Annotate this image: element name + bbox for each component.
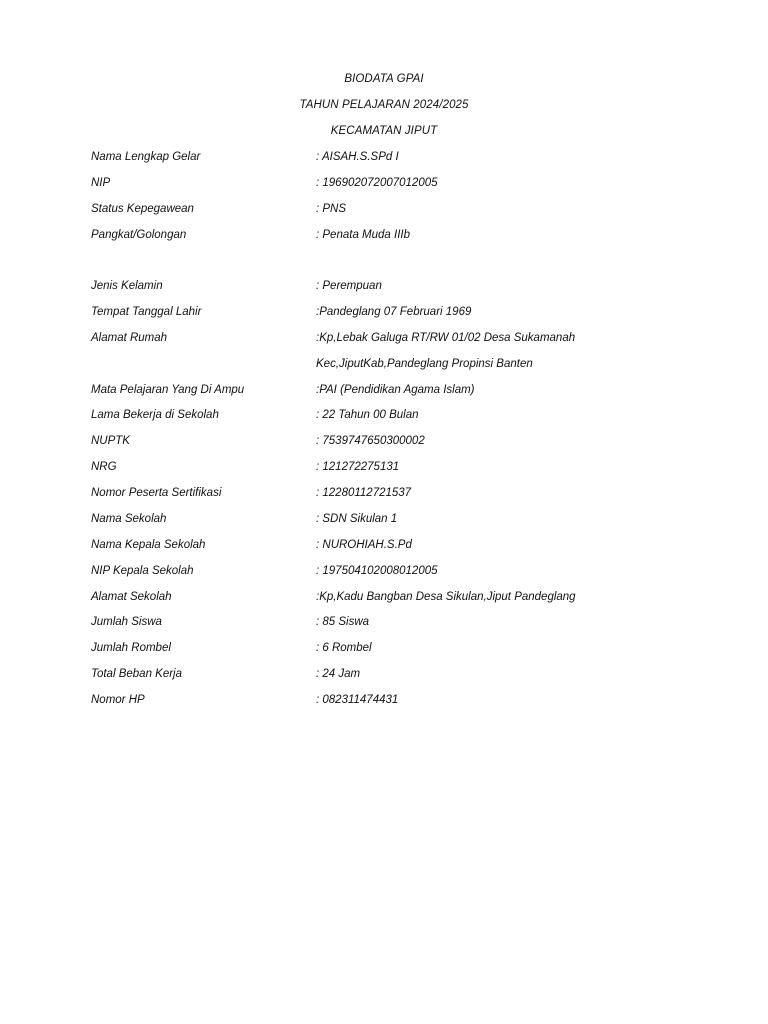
field-value: : 7539747650300002	[316, 435, 425, 447]
field-row-nip	[0, 177, 768, 197]
field-label: Nomor Peserta Sertifikasi	[91, 487, 222, 499]
field-row-jumlah-rombel	[0, 642, 768, 662]
field-label: Pangkat/Golongan	[91, 229, 187, 241]
field-label: Nomor HP	[91, 694, 145, 706]
field-label: NUPTK	[91, 435, 130, 447]
field-label: Jumlah Siswa	[91, 616, 162, 628]
field-row-nama-kepala-sekolah	[0, 539, 768, 559]
field-value: :PAI (Pendidikan Agama Islam)	[316, 384, 475, 396]
field-row-nama-lengkap	[0, 151, 768, 171]
field-label: NIP	[91, 177, 111, 189]
field-label: Status Kepegawean	[91, 203, 194, 215]
field-label: Alamat Sekolah	[91, 591, 172, 603]
field-row-tempat-tanggal-lahir	[0, 306, 768, 326]
field-label: Total Beban Kerja	[91, 668, 183, 680]
field-label: Nama Kepala Sekolah	[91, 539, 206, 551]
document-title: BIODATA GPAI	[344, 73, 424, 85]
field-value: : 22 Tahun 00 Bulan	[316, 409, 419, 421]
field-value: : 6 Rombel	[316, 642, 372, 654]
field-row-mata-pelajaran	[0, 384, 768, 404]
field-label: Alamat Rumah	[91, 332, 168, 344]
field-row-pangkat-golongan	[0, 229, 768, 249]
field-value: : 121272275131	[316, 461, 400, 473]
field-value-continued: Kec,JiputKab,Pandeglang Propinsi Banten	[316, 358, 533, 370]
field-label: Mata Pelajaran Yang Di Ampu	[91, 384, 245, 396]
field-row-nrg	[0, 461, 768, 481]
field-label: Nama Sekolah	[91, 513, 167, 525]
field-label: Nama Lengkap Gelar	[91, 151, 201, 163]
field-value: : 85 Siswa	[316, 616, 370, 628]
field-row-alamat-rumah-continued	[0, 358, 768, 378]
field-row-nuptk	[0, 435, 768, 455]
field-row-jenis-kelamin	[0, 280, 768, 300]
field-value: : AISAH.S.SPd I	[316, 151, 399, 163]
field-label: Jumlah Rombel	[91, 642, 171, 654]
field-value: : NUROHIAH.S.Pd	[316, 539, 412, 551]
field-value: : Perempuan	[316, 280, 382, 292]
field-value: : Penata Muda IIIb	[316, 229, 410, 241]
field-label: Tempat Tanggal Lahir	[91, 306, 202, 318]
field-row-nomor-hp	[0, 694, 768, 714]
field-label: Jenis Kelamin	[91, 280, 163, 292]
field-row-jumlah-siswa	[0, 616, 768, 636]
field-value: :Kp,Lebak Galuga RT/RW 01/02 Desa Sukamanah	[316, 332, 576, 344]
academic-year-heading: TAHUN PELAJARAN 2024/2025	[299, 99, 469, 111]
field-label: NRG	[91, 461, 117, 473]
field-row-nama-sekolah	[0, 513, 768, 533]
field-row-nomor-peserta-sertifikasi	[0, 487, 768, 507]
field-value: : 082311474431	[316, 694, 399, 706]
field-row-status-kepegawean	[0, 203, 768, 223]
field-value: : PNS	[316, 203, 347, 215]
field-row-total-beban-kerja	[0, 668, 768, 688]
field-value: :Pandeglang 07 Februari 1969	[316, 306, 472, 318]
field-label: NIP Kepala Sekolah	[91, 565, 194, 577]
field-value: : 12280112721537	[316, 487, 412, 499]
field-row-lama-bekerja	[0, 409, 768, 429]
field-label: Lama Bekerja di Sekolah	[91, 409, 219, 421]
field-value: : SDN Sikulan 1	[316, 513, 398, 525]
field-value: :Kp,Kadu Bangban Desa Sikulan,Jiput Pandeglang	[316, 591, 576, 603]
field-row-alamat-sekolah	[0, 591, 768, 611]
district-heading: KECAMATAN JIPUT	[330, 125, 438, 137]
field-value: : 24 Jam	[316, 668, 361, 680]
field-value: : 196902072007012005	[316, 177, 438, 189]
field-row-nip-kepala-sekolah	[0, 565, 768, 585]
field-row-alamat-rumah	[0, 332, 768, 352]
field-value: : 197504102008012005	[316, 565, 438, 577]
